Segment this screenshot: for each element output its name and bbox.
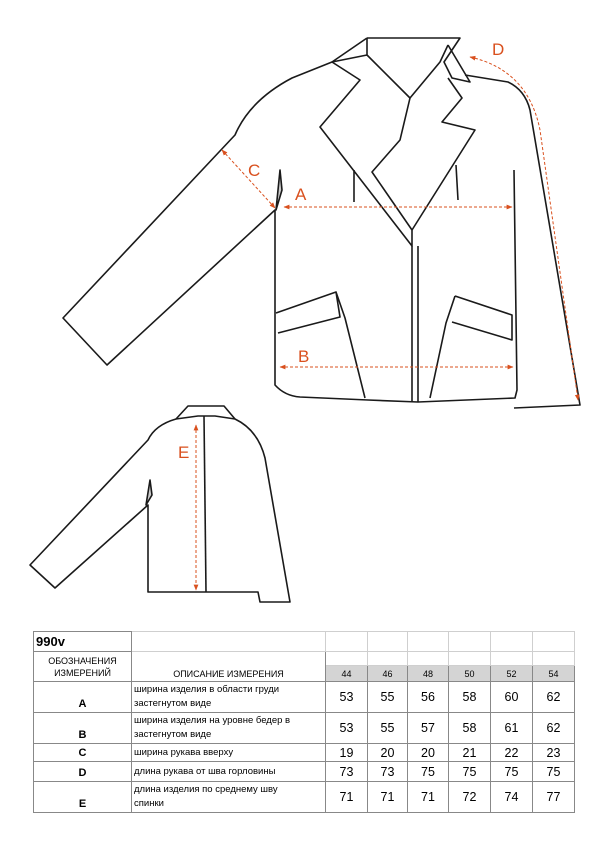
row-value: 75 bbox=[408, 762, 449, 782]
label-c: C bbox=[248, 161, 261, 180]
row-value: 72 bbox=[449, 782, 491, 813]
row-value: 75 bbox=[449, 762, 491, 782]
size-header: 52 bbox=[491, 666, 533, 682]
row-code: B bbox=[34, 713, 132, 744]
row-value: 61 bbox=[491, 713, 533, 744]
row-value: 71 bbox=[326, 782, 368, 813]
front-armhole-shade bbox=[276, 170, 282, 210]
size-header: 50 bbox=[449, 666, 491, 682]
back-body-outline bbox=[30, 419, 290, 602]
row-description: ширина рукава вверху bbox=[132, 744, 326, 762]
front-collar bbox=[367, 38, 470, 98]
row-description: длина изделия по среднему шву спинки bbox=[132, 782, 326, 813]
row-code: A bbox=[34, 682, 132, 713]
row-value: 56 bbox=[408, 682, 449, 713]
row-value: 55 bbox=[368, 682, 408, 713]
row-value: 53 bbox=[326, 713, 368, 744]
table-row bbox=[34, 744, 575, 762]
row-value: 60 bbox=[491, 682, 533, 713]
label-e: E bbox=[178, 443, 190, 462]
size-header: 54 bbox=[533, 666, 575, 682]
row-value: 73 bbox=[368, 762, 408, 782]
front-left-pocket bbox=[276, 292, 365, 398]
model-number: 990v bbox=[34, 632, 132, 652]
back-armhole-shade bbox=[146, 480, 152, 505]
row-value: 74 bbox=[491, 782, 533, 813]
row-description: ширина изделия в области груди застегнутом виде bbox=[132, 682, 326, 713]
row-value: 71 bbox=[408, 782, 449, 813]
table-row bbox=[34, 682, 575, 713]
row-value: 71 bbox=[368, 782, 408, 813]
row-description: ширина изделия на уровне бедер в застегнутом виде bbox=[132, 713, 326, 744]
front-view bbox=[63, 38, 580, 408]
row-value: 62 bbox=[533, 713, 575, 744]
row-description: длина рукава от шва горловины bbox=[132, 762, 326, 782]
label-a: A bbox=[295, 185, 307, 204]
table-row bbox=[34, 713, 575, 744]
size-header: 46 bbox=[368, 666, 408, 682]
size-header: 48 bbox=[408, 666, 449, 682]
front-sleeve-right bbox=[465, 75, 580, 408]
row-value: 19 bbox=[326, 744, 368, 762]
row-value: 58 bbox=[449, 713, 491, 744]
label-d: D bbox=[492, 40, 505, 59]
row-value: 75 bbox=[533, 762, 575, 782]
row-value: 23 bbox=[533, 744, 575, 762]
row-value: 57 bbox=[408, 713, 449, 744]
front-right-pocket bbox=[430, 296, 512, 398]
row-value: 22 bbox=[491, 744, 533, 762]
row-value: 75 bbox=[491, 762, 533, 782]
row-value: 20 bbox=[368, 744, 408, 762]
measure-d-line bbox=[470, 57, 578, 400]
row-value: 77 bbox=[533, 782, 575, 813]
row-value: 62 bbox=[533, 682, 575, 713]
front-darts bbox=[354, 165, 458, 202]
back-view bbox=[30, 406, 290, 602]
back-center-seam bbox=[204, 416, 206, 592]
table-row bbox=[34, 782, 575, 813]
front-placket bbox=[412, 246, 418, 402]
row-code: D bbox=[34, 762, 132, 782]
measurement-table bbox=[33, 631, 575, 813]
row-code: E bbox=[34, 782, 132, 813]
front-body-outline bbox=[63, 38, 517, 402]
front-left-lapel bbox=[320, 55, 412, 246]
back-collar bbox=[176, 406, 235, 419]
table-row bbox=[34, 762, 575, 782]
size-header: 44 bbox=[326, 666, 368, 682]
row-value: 55 bbox=[368, 713, 408, 744]
row-value: 73 bbox=[326, 762, 368, 782]
measurement-lines bbox=[196, 57, 578, 590]
row-value: 53 bbox=[326, 682, 368, 713]
description-column-header: ОПИСАНИЕ ИЗМЕРЕНИЯ bbox=[132, 652, 326, 682]
row-value: 20 bbox=[408, 744, 449, 762]
row-code: C bbox=[34, 744, 132, 762]
row-value: 21 bbox=[449, 744, 491, 762]
label-b: B bbox=[298, 347, 310, 366]
code-column-header: ОБОЗНАЧЕНИЯ ИЗМЕРЕНИЙ bbox=[34, 652, 132, 682]
row-value: 58 bbox=[449, 682, 491, 713]
